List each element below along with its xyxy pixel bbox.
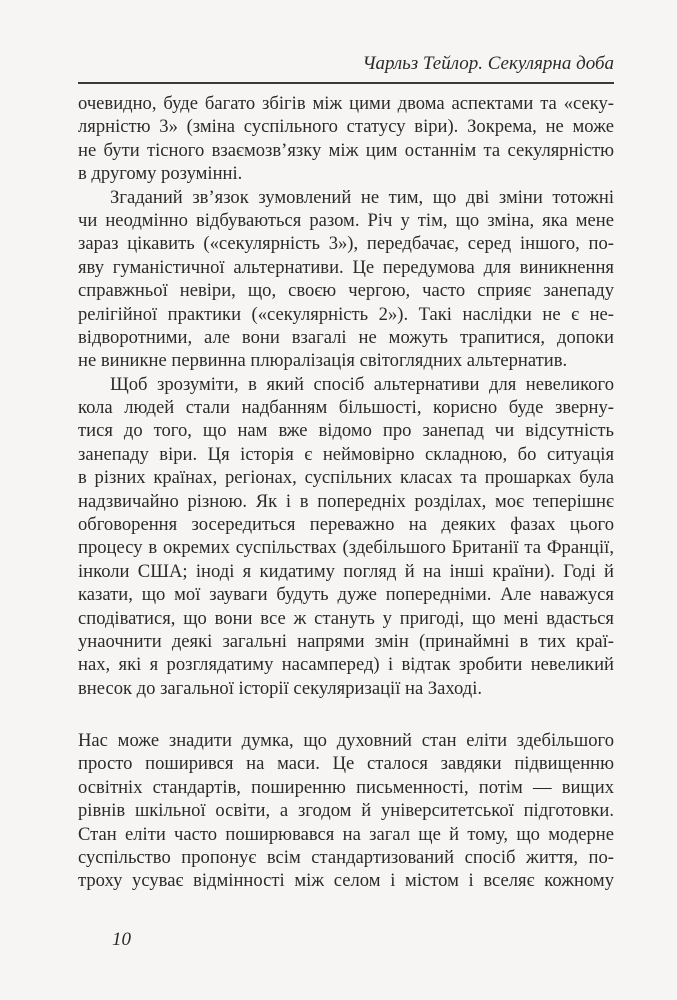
- text-section-1: [78, 92, 614, 700]
- text-line: Щоб зрозуміти, в який спосіб альтернативи для невеликого: [110, 373, 614, 395]
- text-line: надзвичайно різною. Як і в попередніх розділах, моє теперішнє: [78, 490, 614, 512]
- text-line: троху усуває відмінності між селом і містом і вселяє кожному: [78, 870, 614, 892]
- text-line: процесу в окремих суспільствах (здебільшого Британії та Франції,: [78, 537, 614, 559]
- text-line: Стан еліти часто поширювався на загал ще й тому, що модерне: [78, 823, 614, 845]
- text-line: лярністю 3» (зміна суспільного статусу віри). Зокрема, не може: [78, 116, 614, 138]
- text-section-2: [78, 729, 614, 893]
- text-line: не бути тісного взаємозв’язку між цим останнім та секулярністю: [78, 139, 614, 161]
- text-line: освітніх стандартів, поширенню письменності, потім — вищих: [78, 776, 614, 798]
- paragraph: [78, 373, 614, 700]
- running-header: Чарльз Тейлор. Секулярна доба: [362, 53, 614, 74]
- text-line: кола людей стали надбанням більшості, корисно буде зверну-: [78, 397, 614, 419]
- text-line: просто поширився на маси. Це сталося завдяки підвищенню: [78, 753, 614, 775]
- text-line: занепаду віри. Ця історія є неймовірно складною, бо ситуація: [78, 443, 614, 465]
- text-line: зараз цікавить («секулярність 3»), передбачає, серед іншого, по-: [78, 233, 614, 255]
- page-number: 10: [112, 929, 131, 950]
- header-rule: [78, 82, 614, 84]
- text-line: сподіватися, що вони все ж стануть у пригоді, що мені вдасться: [78, 607, 614, 629]
- text-line: в різних країнах, регіонах, суспільних класах та прошарках була: [78, 467, 614, 489]
- text-line: рівнів шкільної освіти, а згодом й університетської підготовки.: [78, 800, 614, 822]
- text-line: казати, що мої зауваги будуть дуже попередніми. Але наважуся: [78, 584, 614, 606]
- text-line: Нас може знадити думка, що духовний стан еліти здебільшого: [78, 730, 614, 751]
- text-line: тися до того, що нам вже відомо про занепад чи відсутність: [78, 420, 614, 442]
- text-line: суспільство пропонує всім стандартизований спосіб життя, по-: [78, 846, 614, 868]
- text-line: очевидно, буде багато збігів між цими двома аспектами та «секу-: [78, 93, 614, 114]
- text-line: унаочнити деякі загальні напрями змін (принаймні в тих краї-: [78, 630, 614, 652]
- text-line: обговорення зосередиться переважно на деяких фазах цього: [78, 514, 614, 536]
- text-line: яву гуманістичної альтернативи. Це передумова для виникнення: [78, 256, 614, 278]
- paragraph: [78, 92, 614, 186]
- text-line: в другому розумінні.: [78, 163, 243, 185]
- text-line: релігійної практики («секулярність 2»). Такі наслідки не є не-: [78, 303, 614, 325]
- paragraph: [78, 186, 614, 373]
- text-line: не виникне первинна плюралізація світоглядних альтернатив.: [78, 350, 568, 372]
- text-line: Згаданий зв’язок зумовлений не тим, що дві зміни тотожні: [110, 186, 614, 208]
- text-line: внесок до загальної історії секуляризації на Заході.: [78, 677, 483, 699]
- text-line: чи неодмінно відбуваються разом. Річ у тім, що зміна, яка мене: [78, 209, 614, 231]
- text-line: справжньої невіри, що, своєю чергою, часто сприяє занепаду: [78, 280, 614, 302]
- text-line: інколи США; іноді я кидатиму погляд й на інші країни). Годі й: [78, 560, 614, 582]
- text-line: нах, які я розглядатиму насамперед) і відтак зробити невеликий: [78, 654, 614, 676]
- text-line: відворотними, але вони взагалі не можуть трапитися, допоки: [78, 326, 614, 348]
- paragraph: [78, 729, 614, 893]
